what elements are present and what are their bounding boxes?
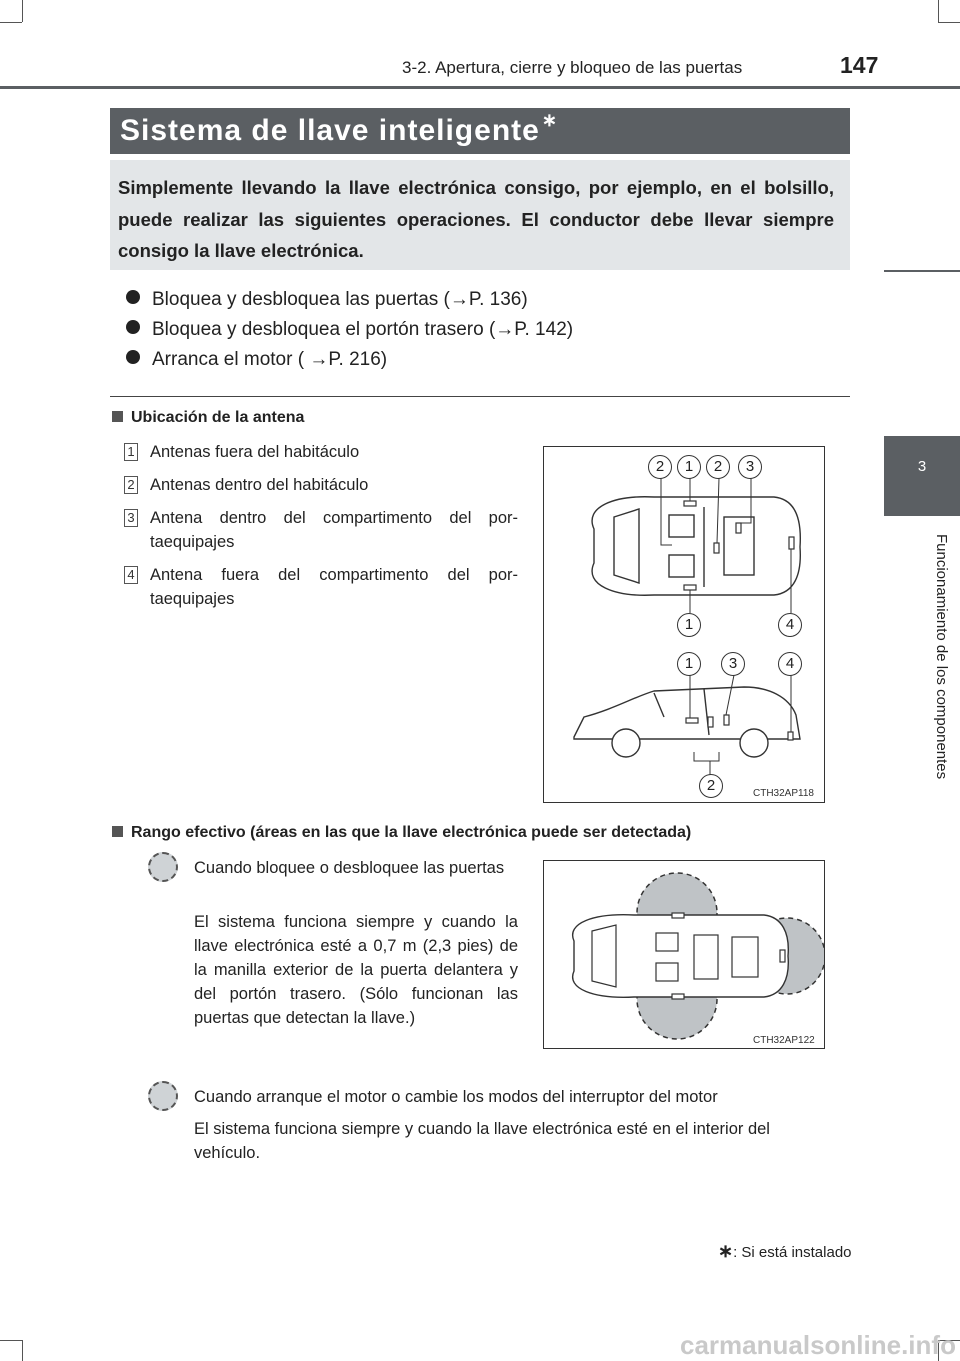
bullet-text: Arranca el motor ( →P. 216) xyxy=(152,349,388,370)
bullet-text: Bloquea y desbloquea el portón trasero (→P. 142) xyxy=(152,319,574,340)
antenna-heading-text: Ubicación de la antena xyxy=(131,409,305,426)
side-tab-label: Funcionamiento de los componentes xyxy=(933,534,950,780)
range-item1-text: El sistema funciona siempre y cuando la llave electrónica esté a 0,7 m (2,3 pies) de la manilla exterior de la puerta delantera y del portón trasero. (Sólo funcionan las puertas que detectan la llave.) xyxy=(194,913,518,1027)
bullet-item xyxy=(126,319,573,341)
crop-mark xyxy=(22,0,23,22)
bullet-item xyxy=(126,349,387,371)
callout-mid-4: 4 xyxy=(778,613,802,637)
footnote-mark: ∗ xyxy=(718,1241,734,1261)
callout-top-1: 2 xyxy=(648,455,672,479)
callout-top-2: 1 xyxy=(677,455,701,479)
crop-mark xyxy=(22,1340,23,1361)
callout-top-4: 3 xyxy=(738,455,762,479)
antenna-item-3-line2: taequipajes xyxy=(150,533,235,551)
bullet-item xyxy=(126,289,528,311)
bullet-dot-icon xyxy=(126,350,140,364)
bullet-text: Bloquea y desbloquea las puertas (→P. 136) xyxy=(152,289,528,310)
range-heading xyxy=(112,824,691,842)
antenna-item-2: Antenas dentro del habitáculo xyxy=(150,476,369,494)
footnote-text: : Si está instalado xyxy=(733,1244,852,1261)
range-figure xyxy=(543,860,825,1049)
bullet-dot-icon xyxy=(126,320,140,334)
figure-code: CTH32AP118 xyxy=(753,788,814,799)
range-diagram-icon xyxy=(544,861,824,1048)
item-number-4: 4 xyxy=(124,566,138,584)
callout-top-3: 2 xyxy=(706,455,730,479)
watermark: carmanualsonline.info xyxy=(680,1330,956,1360)
antenna-item-4-line2: taequipajes xyxy=(150,590,235,608)
range-engine-icon xyxy=(148,1081,178,1111)
callout-side-4: 4 xyxy=(778,652,802,676)
callout-side-3: 3 xyxy=(721,652,745,676)
antenna-item-3-line1: Antena dentro del compartimento del por- xyxy=(150,509,518,527)
crop-mark xyxy=(0,22,22,23)
square-bullet-icon xyxy=(112,411,123,422)
crop-mark xyxy=(938,22,960,23)
item-number-2: 2 xyxy=(124,476,138,494)
range-heading-text: Rango efectivo (áreas en las que la llave electrónica puede ser detectada) xyxy=(131,824,692,841)
section-title xyxy=(120,110,558,148)
section-divider xyxy=(110,396,850,397)
header-rule xyxy=(0,86,960,89)
chapter-title: 3-2. Apertura, cierre y bloqueo de las puertas xyxy=(402,58,743,77)
range-item2-text: El sistema funciona siempre y cuando la llave electrónica esté en el interior del vehículo. xyxy=(194,1120,770,1162)
square-bullet-icon xyxy=(112,826,123,837)
antenna-item-1: Antenas fuera del habitáculo xyxy=(150,443,360,461)
section-title-text: Sistema de llave inteligente xyxy=(120,114,540,147)
crop-mark xyxy=(938,0,939,22)
antenna-item-4-line1: Antena fuera del compartimento del por- xyxy=(150,566,518,584)
antenna-heading xyxy=(112,409,304,427)
side-tab-number[interactable]: 3 xyxy=(884,436,960,516)
crop-mark xyxy=(0,1340,22,1341)
range-key-icon xyxy=(148,852,178,882)
intro-box: Simplemente llevando la llave electrónica consigo, por ejemplo, en el bolsillo, puede realizar las siguientes operaciones. El conductor debe llevar siempre consigo la llave electrónica. xyxy=(110,160,850,270)
figure-code: CTH32AP122 xyxy=(753,1035,815,1046)
antenna-figure xyxy=(543,446,825,803)
section-title-bar xyxy=(110,108,850,154)
range-item1-title: Cuando bloquee o desbloquee las puertas xyxy=(194,859,505,877)
callout-side-2: 2 xyxy=(699,774,723,798)
side-tab-rule xyxy=(884,270,960,272)
range-item2-title: Cuando arranque el motor o cambie los modos del interruptor del motor xyxy=(194,1088,718,1106)
item-number-3: 3 xyxy=(124,509,138,527)
bullet-dot-icon xyxy=(126,290,140,304)
asterisk-mark: ∗ xyxy=(541,110,558,130)
page-number: 147 xyxy=(840,52,879,78)
callout-side-1: 1 xyxy=(677,652,701,676)
callout-mid-1: 1 xyxy=(677,613,701,637)
footnote xyxy=(718,1241,852,1262)
item-number-1: 1 xyxy=(124,443,138,461)
